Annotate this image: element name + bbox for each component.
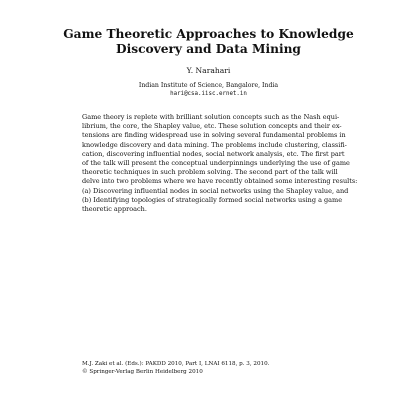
author-affiliation-block [40, 82, 377, 99]
citation-footer [82, 361, 342, 376]
title-line: Game Theoretic Approaches to Knowledge [63, 27, 354, 41]
copyright-line: © Springer-Verlag Berlin Heidelberg 2010 [82, 368, 203, 375]
title-line: Discovery and Data Mining [116, 41, 301, 56]
abstract [82, 113, 358, 214]
abstract-line: cation, discovering influential nodes, social network analysis, etc. The first part [82, 149, 345, 158]
abstract-line: (b) Identifying topologies of strategically formed social networks using a game [82, 195, 343, 204]
abstract-line: knowledge discovery and data mining. The problems include clustering, classifi- [82, 140, 347, 149]
author-name: Y. Narahari [186, 66, 231, 75]
abstract-line: (a) Discovering influential nodes in social networks using the Shapley value, and [82, 186, 349, 195]
abstract-line: of the talk will present the conceptual underpinnings underlying the use of game [82, 159, 350, 168]
abstract-line: delve into two problems where we have recently obtained some interesting results: [82, 177, 358, 186]
author-email: hari@csa.iisc.ernet.in [170, 91, 247, 98]
affiliation: Indian Institute of Science, Bangalore, India [138, 82, 279, 89]
abstract-line: theoretic approach. [82, 205, 147, 214]
citation-line: M.J. Zaki et al. (Eds.): PAKDD 2010, Part I, LNAI 6118, p. 3, 2010. [82, 361, 270, 367]
paper-title [40, 27, 377, 56]
abstract-line: theoretic techniques in such problem solving. The second part of the talk will [82, 168, 338, 177]
abstract-line: tensions are finding widespread use in solving several fundamental problems in [82, 131, 346, 140]
abstract-line: Game theory is replete with brilliant solution concepts such as the Nash equi- [82, 113, 340, 121]
abstract-line: librium, the core, the Shapley value, etc. These solution concepts and their ex- [82, 122, 342, 131]
